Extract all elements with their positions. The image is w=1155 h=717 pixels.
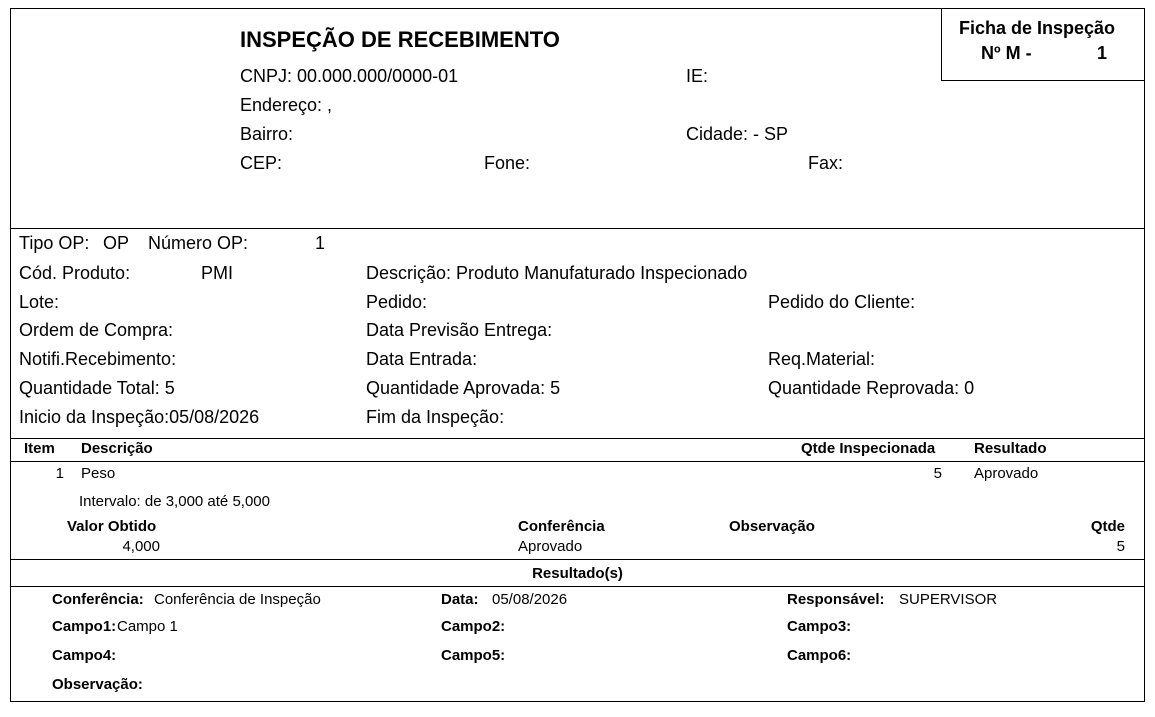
row-intervalo: Intervalo: de 3,000 até 5,000 xyxy=(79,493,270,510)
ie-label: IE: xyxy=(686,66,709,86)
observacao-label: Observação: xyxy=(52,676,143,693)
fim-inspecao: Fim da Inspeção: xyxy=(366,407,505,427)
col-qtde-inspecionada-header: Qtde Inspecionada xyxy=(801,440,936,457)
campo6-label: Campo6: xyxy=(787,647,852,664)
cnpj-label: CNPJ: 00.000.000/0000-01 xyxy=(240,66,459,86)
campo3-label: Campo3: xyxy=(787,618,852,635)
campo2-label: Campo2: xyxy=(441,618,506,635)
fone-label: Fone: xyxy=(484,153,531,173)
campo5-label: Campo5: xyxy=(441,647,506,664)
descricao-label: Descrição: Produto Manufaturado Inspecionado xyxy=(366,263,748,283)
sub-valor-obtido-value: 4,000 xyxy=(122,538,160,555)
bairro-label: Bairro: xyxy=(240,124,294,144)
sub-qtde-header: Qtde xyxy=(1090,518,1125,535)
quantidade-reprovada: Quantidade Reprovada: 0 xyxy=(768,378,975,398)
ordem-compra-label: Ordem de Compra: xyxy=(19,320,174,340)
col-descricao-header: Descrição xyxy=(81,440,153,457)
req-material-label: Req.Material: xyxy=(768,349,876,369)
campo1-label: Campo1: xyxy=(52,618,117,635)
quantidade-aprovada: Quantidade Aprovada: 5 xyxy=(366,378,561,398)
campo4-label: Campo4: xyxy=(52,647,117,664)
col-item-header: Item xyxy=(24,440,55,457)
ficha-number-value: 1 xyxy=(1097,43,1108,63)
lote-label: Lote: xyxy=(19,292,60,312)
resultados-title: Resultado(s) xyxy=(532,565,623,582)
responsavel-label: Responsável: xyxy=(787,591,885,608)
cep-label: CEP: xyxy=(240,153,283,173)
sub-valor-obtido-header: Valor Obtido xyxy=(67,518,157,535)
items-header-bottom-line xyxy=(10,461,1145,462)
notifi-recebimento-label: Notifi.Recebimento: xyxy=(19,349,177,369)
row-descricao: Peso xyxy=(81,465,116,482)
campo1-value: Campo 1 xyxy=(117,618,178,635)
cod-produto-value: PMI xyxy=(201,263,234,283)
sub-conferencia-header: Conferência xyxy=(518,518,605,535)
quantidade-total: Quantidade Total: 5 xyxy=(19,378,175,398)
report-title: INSPEÇÃO DE RECEBIMENTO xyxy=(240,27,560,52)
numero-op-label: Número OP: xyxy=(148,233,249,253)
pedido-label: Pedido: xyxy=(366,292,428,312)
cod-produto-label: Cód. Produto: xyxy=(19,263,131,283)
data-previsao-label: Data Previsão Entrega: xyxy=(366,320,553,340)
row-resultado: Aprovado xyxy=(974,465,1039,482)
cidade-label: Cidade: - SP xyxy=(686,124,789,144)
tipo-op-value: OP xyxy=(103,233,130,253)
ficha-number-label: Nº M - xyxy=(981,43,1032,63)
tipo-op-label: Tipo OP: xyxy=(19,233,90,253)
responsavel-value: SUPERVISOR xyxy=(899,591,998,608)
ficha-title: Ficha de Inspeção xyxy=(959,18,1116,38)
col-resultado-header: Resultado xyxy=(974,440,1047,457)
sub-conferencia-value: Aprovado xyxy=(518,538,583,555)
row-item-number: 1 xyxy=(55,465,64,482)
fax-label: Fax: xyxy=(808,153,844,173)
items-header-top-line xyxy=(10,438,1145,439)
row-qtde-inspecionada: 5 xyxy=(933,465,942,482)
endereco-label: Endereço: , xyxy=(240,95,333,115)
conferencia-label: Conferência: xyxy=(52,591,144,608)
sub-observacao-header: Observação xyxy=(729,518,815,535)
conferencia-value: Conferência de Inspeção xyxy=(154,591,321,608)
resultados-top-line xyxy=(10,559,1145,560)
data-value: 05/08/2026 xyxy=(492,591,568,608)
data-label: Data: xyxy=(441,591,479,608)
pedido-cliente-label: Pedido do Cliente: xyxy=(768,292,916,312)
resultados-bottom-line xyxy=(10,586,1145,587)
numero-op-value: 1 xyxy=(315,233,326,253)
inicio-inspecao: Inicio da Inspeção:05/08/2026 xyxy=(19,407,260,427)
sub-qtde-value: 5 xyxy=(1116,538,1125,555)
data-entrada-label: Data Entrada: xyxy=(366,349,478,369)
